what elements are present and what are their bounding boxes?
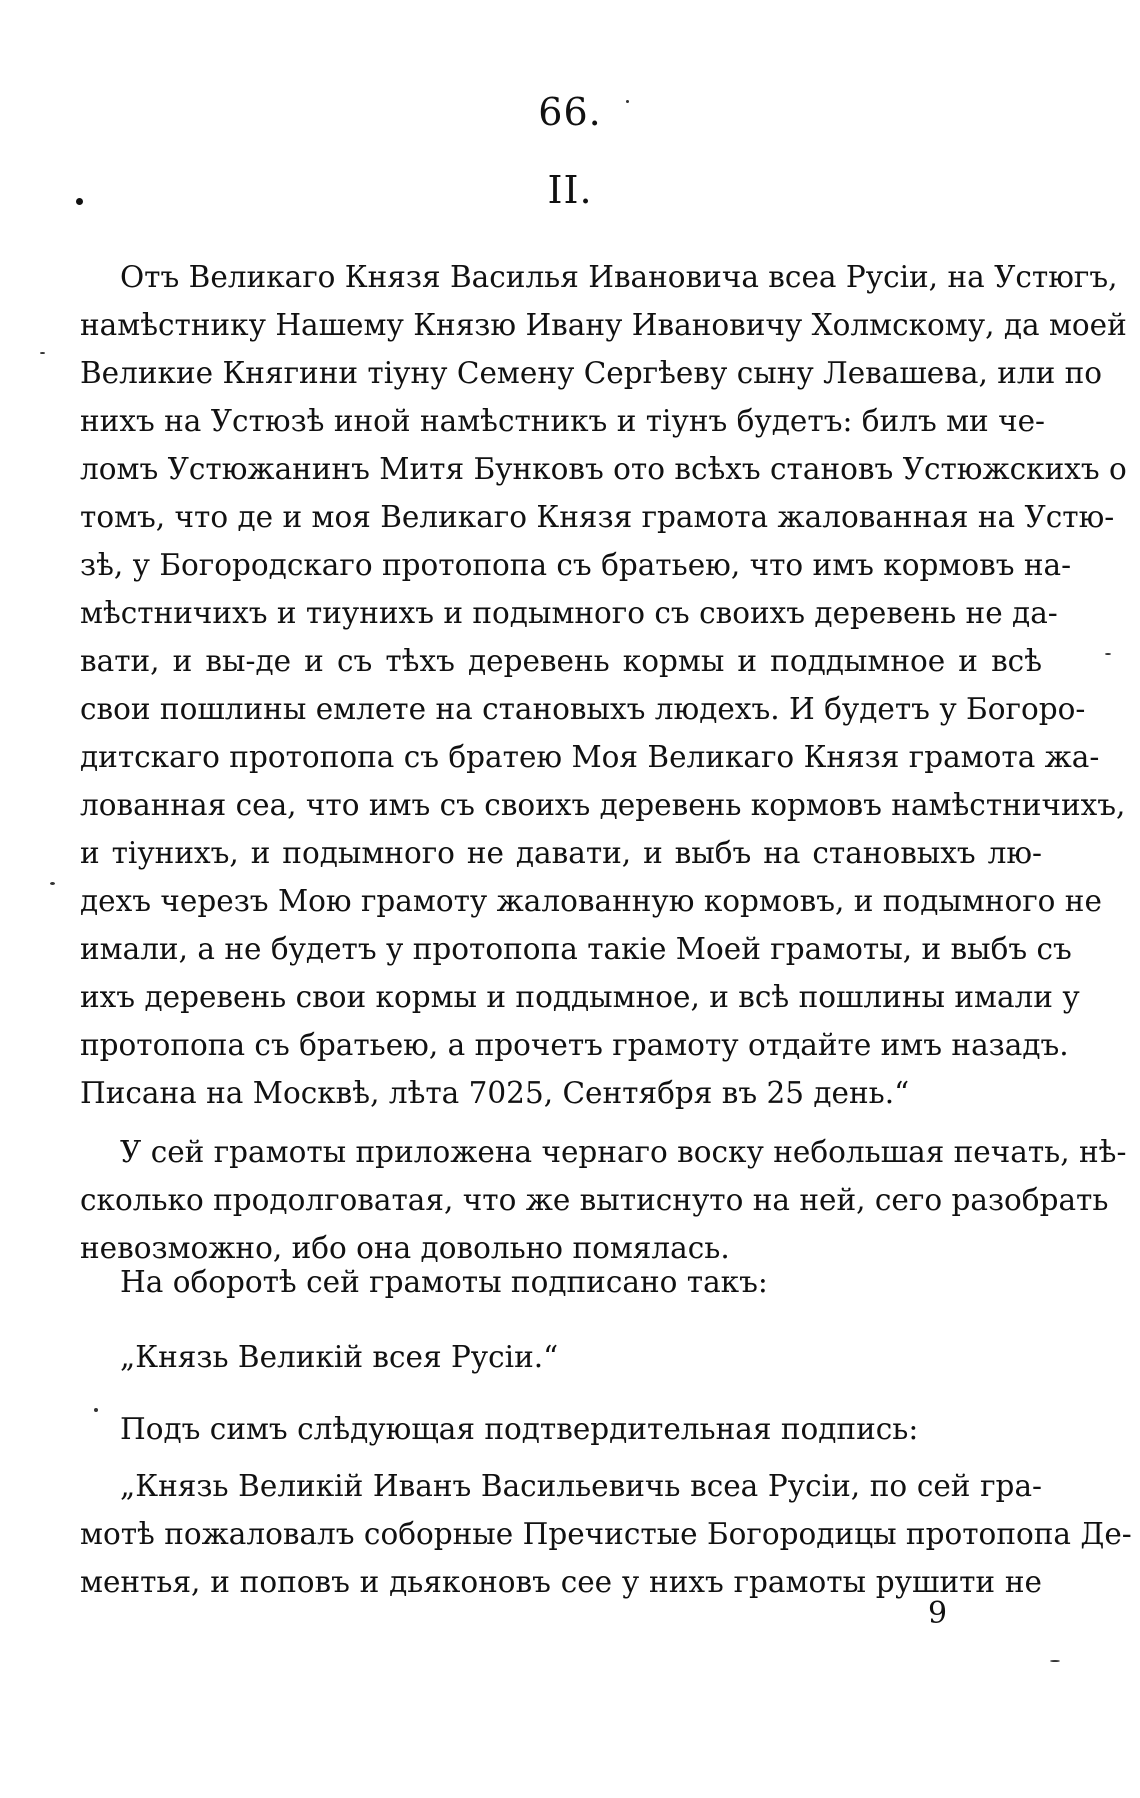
text-line: сколько продолговатая, что же вытиснуто на ней, сего разобрать bbox=[80, 1183, 1109, 1217]
text-line: дитскаго протопопа съ братею Моя Великаго Князя грамота жа- bbox=[80, 740, 1100, 774]
text-line: невозможно, ибо она довольно помялась. bbox=[80, 1231, 730, 1265]
ink-speck bbox=[626, 100, 629, 103]
confirm-intro-paragraph bbox=[80, 1405, 1042, 1453]
text-line: У сей грамоты приложена чернаго воску небольшая печать, нѣ- bbox=[120, 1135, 1127, 1169]
text-line: „Князь Великiй Иванъ Васильевичь всеа Русiи, по сей гра- bbox=[120, 1469, 1042, 1503]
text-line: имали, а не будетъ у протопопа такiе Моей грамоты, и выбъ съ bbox=[80, 932, 1072, 966]
text-line: и тiунихъ, и подымного не давати, и выбъ на становыхъ лю- bbox=[80, 836, 1042, 870]
ink-speck bbox=[50, 882, 55, 885]
text-line: ломъ Устюжанинъ Митя Бунковъ ото всѣхъ становъ Устюжскихъ о bbox=[80, 452, 1127, 486]
text-line: Великие Княгини тiуну Семену Сергѣеву сыну Левашева, или по bbox=[80, 356, 1103, 390]
text-line: лованная сеа, что имъ съ своихъ деревень кормовъ намѣстничихъ, bbox=[80, 788, 1126, 822]
text-line: Писана на Москвѣ, лѣта 7025, Сентября въ 25 день.“ bbox=[80, 1076, 910, 1110]
text-line: ихъ деревень свои кормы и поддымное, и всѣ пошлины имали у bbox=[80, 980, 1080, 1014]
text-line: мѣстничихъ и тиунихъ и подымного съ своихъ деревень не да- bbox=[80, 596, 1058, 630]
text-line: вати, и вы-де и съ тѣхъ деревень кормы и поддымное и всѣ bbox=[80, 644, 1042, 678]
text-line: Отъ Великаго Князя Василья Ивановича всеа Русiи, на Устюгъ, bbox=[120, 260, 1118, 294]
ink-speck bbox=[1050, 1660, 1060, 1662]
verso-title bbox=[80, 1333, 1042, 1381]
text-line: мотѣ пожаловалъ соборные Пречистые Богородицы протопопа Де- bbox=[80, 1517, 1132, 1551]
text-line: свои пошлины емлете на становыхъ людехъ. И будетъ у Богоро- bbox=[80, 692, 1086, 726]
ink-speck bbox=[94, 1408, 98, 1412]
text-line: Подъ симъ слѣдующая подтвердительная подпись: bbox=[120, 1412, 919, 1446]
confirm-text-paragraph bbox=[80, 1462, 1132, 1606]
seal-paragraph bbox=[80, 1128, 1127, 1272]
page-number: 66. bbox=[538, 90, 602, 134]
section-number: II. bbox=[547, 168, 593, 212]
main-letter-paragraph bbox=[80, 253, 1127, 1117]
text-line: зѣ, у Богородскаго протопопа съ братьею, что имъ кормовъ на- bbox=[80, 548, 1072, 582]
ink-speck bbox=[1105, 653, 1111, 655]
ink-speck bbox=[40, 352, 45, 354]
text-line: „Князь Великiй всея Русiи.“ bbox=[120, 1340, 559, 1374]
text-line: протопопа съ братьею, а прочетъ грамоту отдайте имъ назадъ. bbox=[80, 1028, 1069, 1062]
text-line: намѣстнику Нашему Князю Ивану Ивановичу Холмскому, да моей bbox=[80, 308, 1127, 342]
text-line: томъ, что де и моя Великаго Князя грамота жалованная на Устю- bbox=[80, 500, 1115, 534]
text-line: нихъ на Устюзѣ иной намѣстникъ и тiунъ будетъ: билъ ми че- bbox=[80, 404, 1046, 438]
text-line: дехъ черезъ Мою грамоту жалованную кормовъ, и подымного не bbox=[80, 884, 1102, 918]
text-line: ментья, и поповъ и дьяконовъ сее у нихъ грамоты рушити не bbox=[80, 1565, 1042, 1599]
signature-mark: 9 bbox=[928, 1596, 948, 1631]
verso-intro-paragraph bbox=[80, 1258, 1042, 1306]
text-line: На оборотѣ сей грамоты подписано такъ: bbox=[120, 1265, 768, 1299]
ink-dot bbox=[76, 198, 83, 205]
